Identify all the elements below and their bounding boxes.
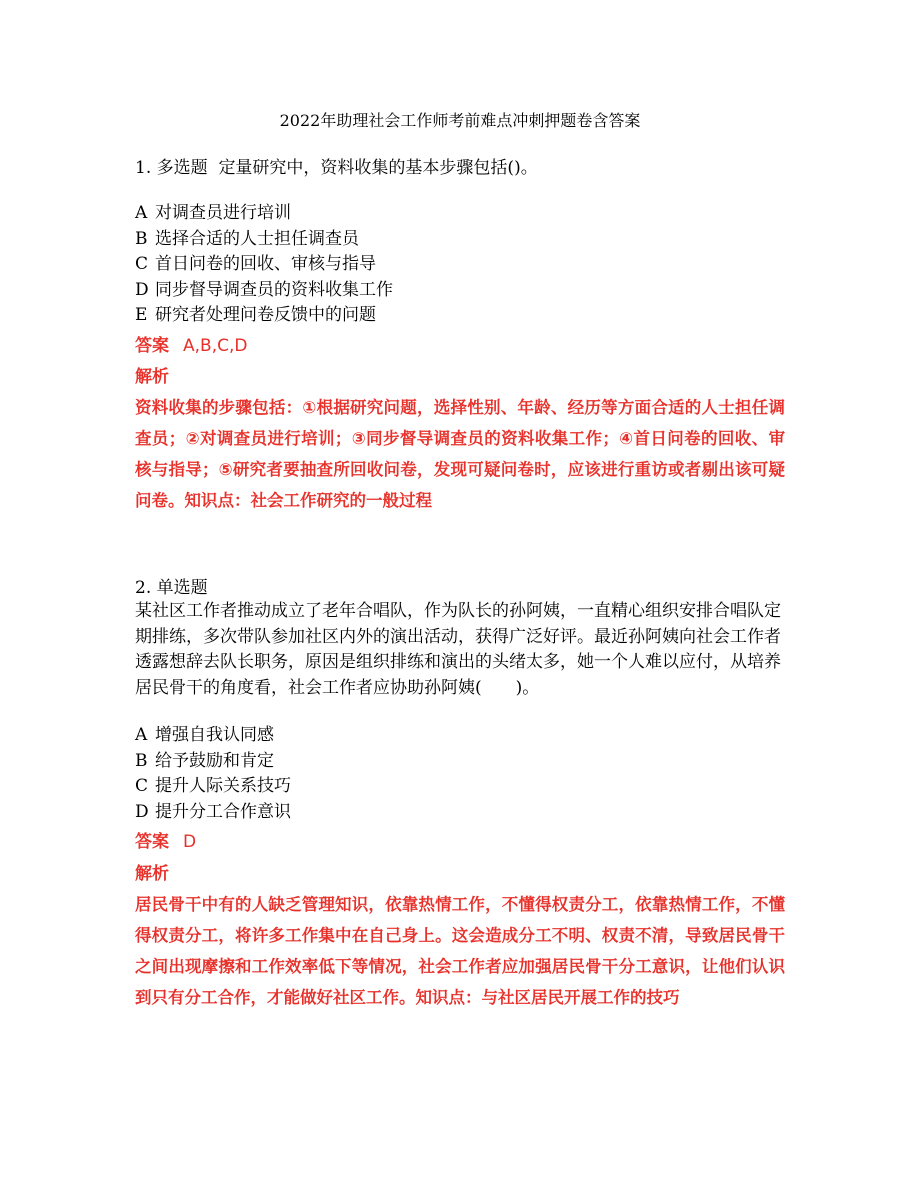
question-2-option-d (135, 800, 291, 826)
option-text: 选择合适的人士担任调查员 (155, 228, 359, 249)
question-1-option-c (135, 252, 393, 278)
option-text: 同步督导调查员的资料收集工作 (155, 279, 393, 300)
answer-label: 答案 (135, 832, 169, 852)
question-2-answer (135, 829, 196, 855)
question-1-analysis-label: 解析 (135, 367, 169, 387)
question-1-options (135, 201, 393, 329)
option-text: 提升分工合作意识 (155, 801, 291, 822)
question-2-header: 2. 单选题 (135, 578, 208, 598)
option-letter: C (135, 776, 149, 796)
option-letter: B (135, 228, 148, 249)
option-letter: C (135, 254, 149, 274)
option-letter: B (135, 750, 148, 771)
question-1-option-a (135, 201, 393, 227)
option-letter: A (135, 203, 148, 223)
question-2-option-b (135, 749, 291, 775)
option-text: 对调查员进行培训 (155, 203, 291, 223)
question-2-option-a (135, 723, 291, 749)
answer-value: A,B,C,D (183, 336, 248, 356)
question-1-header (135, 155, 538, 181)
option-letter: D (135, 279, 149, 300)
option-text: 给予鼓励和肯定 (155, 750, 274, 771)
question-2-option-c (135, 774, 291, 800)
option-text: 首日问卷的回收、审核与指导 (155, 254, 376, 274)
question-1-analysis: 资料收集的步骤包括：①根据研究问题，选择性别、年龄、经历等方面合适的人士担任调查员；②对调查员进行培训；③同步督导调查员的资料收集工作；④首日问卷的回收、审核与指导；⑤研究者要抽查所回收问卷，发现可疑问卷时，应该进行重访或者剔出该可疑问卷。知识点：社会工作研究的一般过程 (135, 398, 785, 510)
answer-label: 答案 (135, 336, 169, 356)
question-1-option-b (135, 227, 393, 253)
question-1-stem: 定量研究中，资料收集的基本步骤包括()。 (218, 158, 538, 178)
option-text: 研究者处理问卷反馈中的问题 (155, 305, 376, 325)
question-2-stem: 某社区工作者推动成立了老年合唱队，作为队长的孙阿姨，一直精心组织安排合唱队定期排练，多次带队参加社区内外的演出活动，获得广泛好评。最近孙阿姨向社会工作者透露想辞去队长职务，原因是组织排练和演出的头绪太多，她一个人难以应付，从培养居民骨干的角度看，社会工作者应协助孙阿姨( )。 (135, 601, 781, 698)
question-2-analysis: 居民骨干中有的人缺乏管理知识，依靠热情工作，不懂得权责分工，依靠热情工作，不懂得权责分工，将许多工作集中在自己身上。这会造成分工不明、权责不清，导致居民骨干之间出现摩擦和工作效率低下等情况，社会工作者应加强居民骨干分工意识，让他们认识到只有分工合作，才能做好社区工作。知识点：与社区居民开展工作的技巧 (135, 895, 785, 1007)
option-text: 增强自我认同感 (155, 725, 274, 745)
question-1-option-e (135, 303, 393, 329)
answer-value: D (183, 832, 197, 852)
question-2-options (135, 723, 291, 825)
document-title: 2022年助理社会工作师考前难点冲刺押题卷含答案 (279, 111, 641, 130)
option-letter: D (135, 801, 149, 822)
question-1-number-type: 1. 多选题 (135, 158, 208, 178)
option-letter: A (135, 725, 148, 745)
question-1-option-d (135, 278, 393, 304)
question-1-answer (135, 333, 247, 359)
option-text: 提升人际关系技巧 (155, 776, 291, 796)
question-2-analysis-label: 解析 (135, 864, 169, 884)
option-letter: E (135, 305, 148, 325)
